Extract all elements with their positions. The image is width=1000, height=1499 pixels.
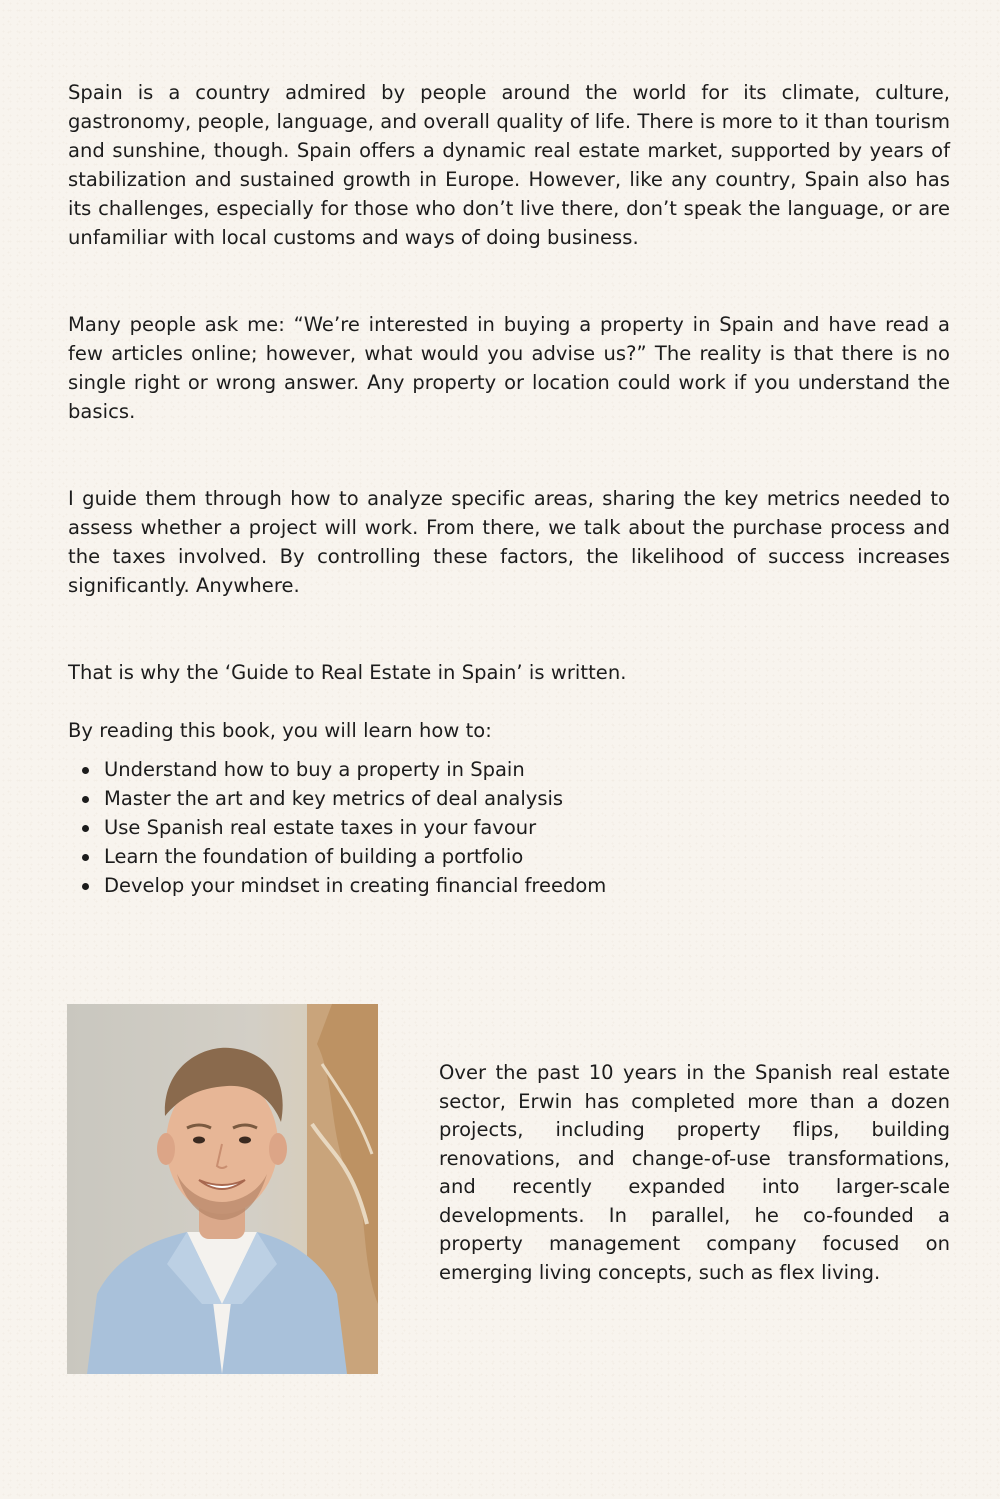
list-item: Understand how to buy a property in Spain bbox=[104, 755, 950, 784]
author-bio bbox=[439, 1059, 950, 1287]
intro-paragraph-3: I guide them through how to analyze specific areas, sharing the key metrics needed to assess whether a project will work. From there, we talk about the purchase process and the taxes involved. By controlling these factors, the likelihood of success increases significantly. Anywhere. bbox=[68, 487, 950, 597]
author-photo bbox=[67, 1004, 378, 1374]
list-item: Use Spanish real estate taxes in your favour bbox=[104, 813, 950, 842]
list-item: Master the art and key metrics of deal analysis bbox=[104, 784, 950, 813]
benefits-list bbox=[68, 755, 950, 900]
intro-paragraph-1: Spain is a country admired by people around the world for its climate, culture, gastronomy, people, language, and overall quality of life. There is more to it than tourism and sunshine, though. Spain offers a dynamic real estate market, supported by years of stabilization and sustained growth in Europe. However, like any country, Spain also has its challenges, especially for those who don’t live there, don’t speak the language, or are unfamiliar with local customs and ways of doing business. bbox=[68, 81, 950, 249]
list-item: Learn the foundation of building a portfolio bbox=[104, 842, 950, 871]
author-portrait-icon bbox=[67, 1004, 378, 1374]
intro-paragraph-2: Many people ask me: “We’re interested in buying a property in Spain and have read a few articles online; however, what would you advise us?” The reality is that there is no single right or wrong answer. Any property or location could work if you understand the basics. bbox=[68, 313, 950, 423]
intro-paragraph-5: By reading this book, you will learn how to: bbox=[68, 719, 492, 742]
author-bio-text: Over the past 10 years in the Spanish real estate sector, Erwin has completed more than a dozen projects, including property flips, building renovations, and change-of-use transformations, and recently expanded into larger-scale developments. In parallel, he co-founded a property management company focused on emerging living concepts, such as flex living. bbox=[439, 1061, 950, 1284]
intro-paragraph-4: That is why the ‘Guide to Real Estate in Spain’ is written. bbox=[68, 661, 627, 684]
list-item: Develop your mindset in creating financial freedom bbox=[104, 871, 950, 900]
book-description bbox=[68, 78, 950, 900]
